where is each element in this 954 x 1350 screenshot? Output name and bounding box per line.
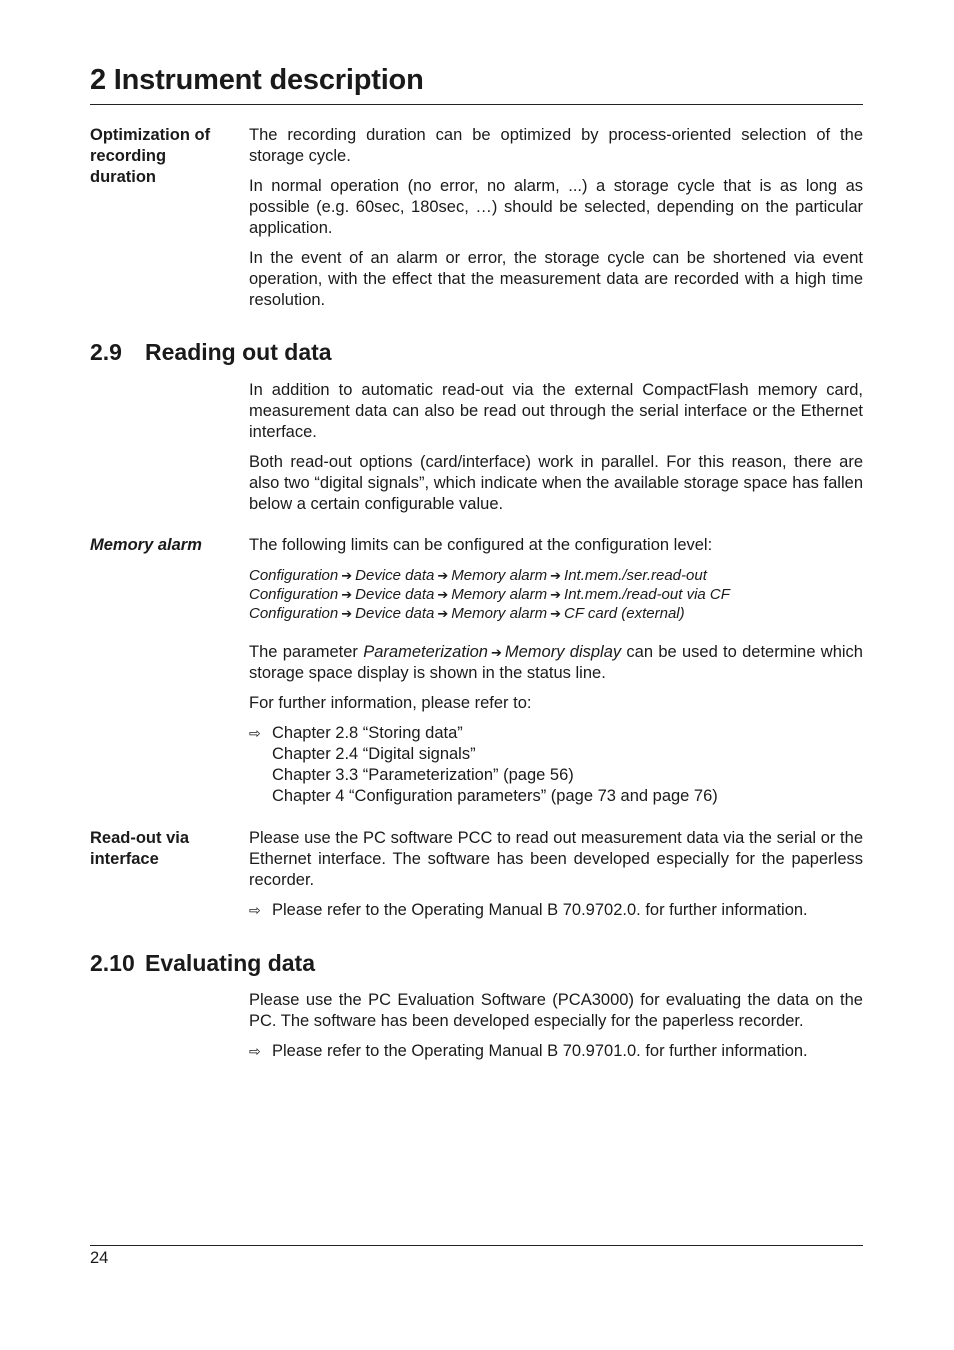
memory-alarm-label: Memory alarm <box>90 536 202 554</box>
path-step: Configuration <box>249 605 339 622</box>
arrow-right-icon: ➔ <box>341 606 353 621</box>
path-step: Memory alarm <box>451 605 548 622</box>
readout-reference <box>249 900 863 921</box>
param-menu: Parameterization <box>363 643 488 661</box>
readout-label-line: Read-out via <box>90 829 190 847</box>
reference-arrow-icon: ⇨ <box>249 725 261 741</box>
chapter-reference: Chapter 2.4 “Digital signals” <box>272 745 476 763</box>
path-step: CF card (external) <box>564 605 685 622</box>
section-heading-2-9 <box>90 339 332 366</box>
config-path <box>249 566 863 585</box>
path-step: Device data <box>355 586 435 603</box>
path-step: Configuration <box>249 567 339 584</box>
readout-reference-text: Please refer to the Operating Manual B 70.9702.0. for further information. <box>272 901 808 919</box>
optimization-label <box>90 125 240 188</box>
section-title: Reading out data <box>145 339 332 365</box>
footer-rule <box>90 1245 863 1246</box>
chapter-title: 2 Instrument description <box>90 64 424 96</box>
chapter-reference: Chapter 3.3 “Parameterization” (page 56) <box>272 766 574 784</box>
config-path <box>249 585 863 604</box>
config-path <box>249 604 863 623</box>
param-submenu: Memory display <box>504 643 622 661</box>
section-number: 2.10 <box>90 950 135 976</box>
reference-arrow-icon: ⇨ <box>249 1043 261 1059</box>
evaluating-reference-text: Please refer to the Operating Manual B 70.9701.0. for further information. <box>272 1042 808 1060</box>
arrow-right-icon: ➔ <box>437 606 449 621</box>
reading-out-body <box>249 380 863 515</box>
param-text: can be used to determine which storage space display is shown in the status line. <box>249 643 863 682</box>
chapter-reference: Chapter 4 “Configuration parameters” (page 73 and page 76) <box>272 787 718 805</box>
memory-alarm-body <box>249 535 863 807</box>
optimization-label-line: duration <box>90 168 156 186</box>
further-info: For further information, please refer to: <box>249 694 532 712</box>
path-step: Configuration <box>249 586 339 603</box>
arrow-right-icon: ➔ <box>437 587 449 602</box>
memory-alarm-intro: The following limits can be configured at the configuration level: <box>249 536 713 554</box>
config-path-list <box>249 566 863 623</box>
path-step: Memory alarm <box>451 567 548 584</box>
path-step: Memory alarm <box>451 586 548 603</box>
arrow-right-icon: ➔ <box>490 645 502 660</box>
path-step: Int.mem./ser.read-out <box>564 567 707 584</box>
chapter-reference: Chapter 2.8 “Storing data” <box>272 724 463 742</box>
arrow-right-icon: ➔ <box>550 606 562 621</box>
arrow-right-icon: ➔ <box>550 587 562 602</box>
reading-out-paragraph: In addition to automatic read-out via the external CompactFlash memory card, measurement data can also be read out through the serial interface or the Ethernet interface. <box>249 381 863 441</box>
path-step: Int.mem./read-out via CF <box>564 586 730 603</box>
header-rule <box>90 104 863 105</box>
page-number: 24 <box>90 1249 109 1267</box>
evaluating-body <box>249 990 863 1062</box>
arrow-right-icon: ➔ <box>341 587 353 602</box>
arrow-right-icon: ➔ <box>341 568 353 583</box>
optimization-label-line: recording <box>90 147 167 165</box>
readout-paragraph: Please use the PC software PCC to read out measurement data via the serial or the Ethernet interface. The software has been developed especially for the paperless recorder. <box>249 829 863 889</box>
reference-arrow-icon: ⇨ <box>249 902 261 918</box>
evaluating-paragraph: Please use the PC Evaluation Software (PCA3000) for evaluating the data on the PC. The software has been developed especially for the paperless recorder. <box>249 991 863 1030</box>
parameter-paragraph <box>249 642 863 684</box>
readout-body <box>249 828 863 921</box>
readout-label <box>90 828 240 870</box>
section-number: 2.9 <box>90 339 122 365</box>
section-heading-2-10 <box>90 950 315 977</box>
reading-out-paragraph: Both read-out options (card/interface) work in parallel. For this reason, there are also two “digital signals”, which indicate when the available storage space has fallen below a certain configurable value. <box>249 453 863 513</box>
path-step: Device data <box>355 605 435 622</box>
arrow-right-icon: ➔ <box>437 568 449 583</box>
evaluating-reference <box>249 1041 863 1062</box>
readout-label-line: interface <box>90 850 159 868</box>
optimization-paragraph: The recording duration can be optimized by process-oriented selection of the storage cycle. <box>249 126 863 165</box>
optimization-paragraph: In the event of an alarm or error, the storage cycle can be shortened via event operation, with the effect that the measurement data are recorded with a high time resolution. <box>249 249 863 309</box>
optimization-paragraph: In normal operation (no error, no alarm, ...) a storage cycle that is as long as possible (e.g. 60sec, 180sec, …) should be selected, depending on the particular application. <box>249 177 863 237</box>
chapter-reference-list <box>249 723 863 807</box>
arrow-right-icon: ➔ <box>550 568 562 583</box>
optimization-body <box>249 125 863 311</box>
path-step: Device data <box>355 567 435 584</box>
section-title: Evaluating data <box>145 950 315 976</box>
optimization-label-line: Optimization of <box>90 126 211 144</box>
param-text: The parameter <box>249 643 364 661</box>
